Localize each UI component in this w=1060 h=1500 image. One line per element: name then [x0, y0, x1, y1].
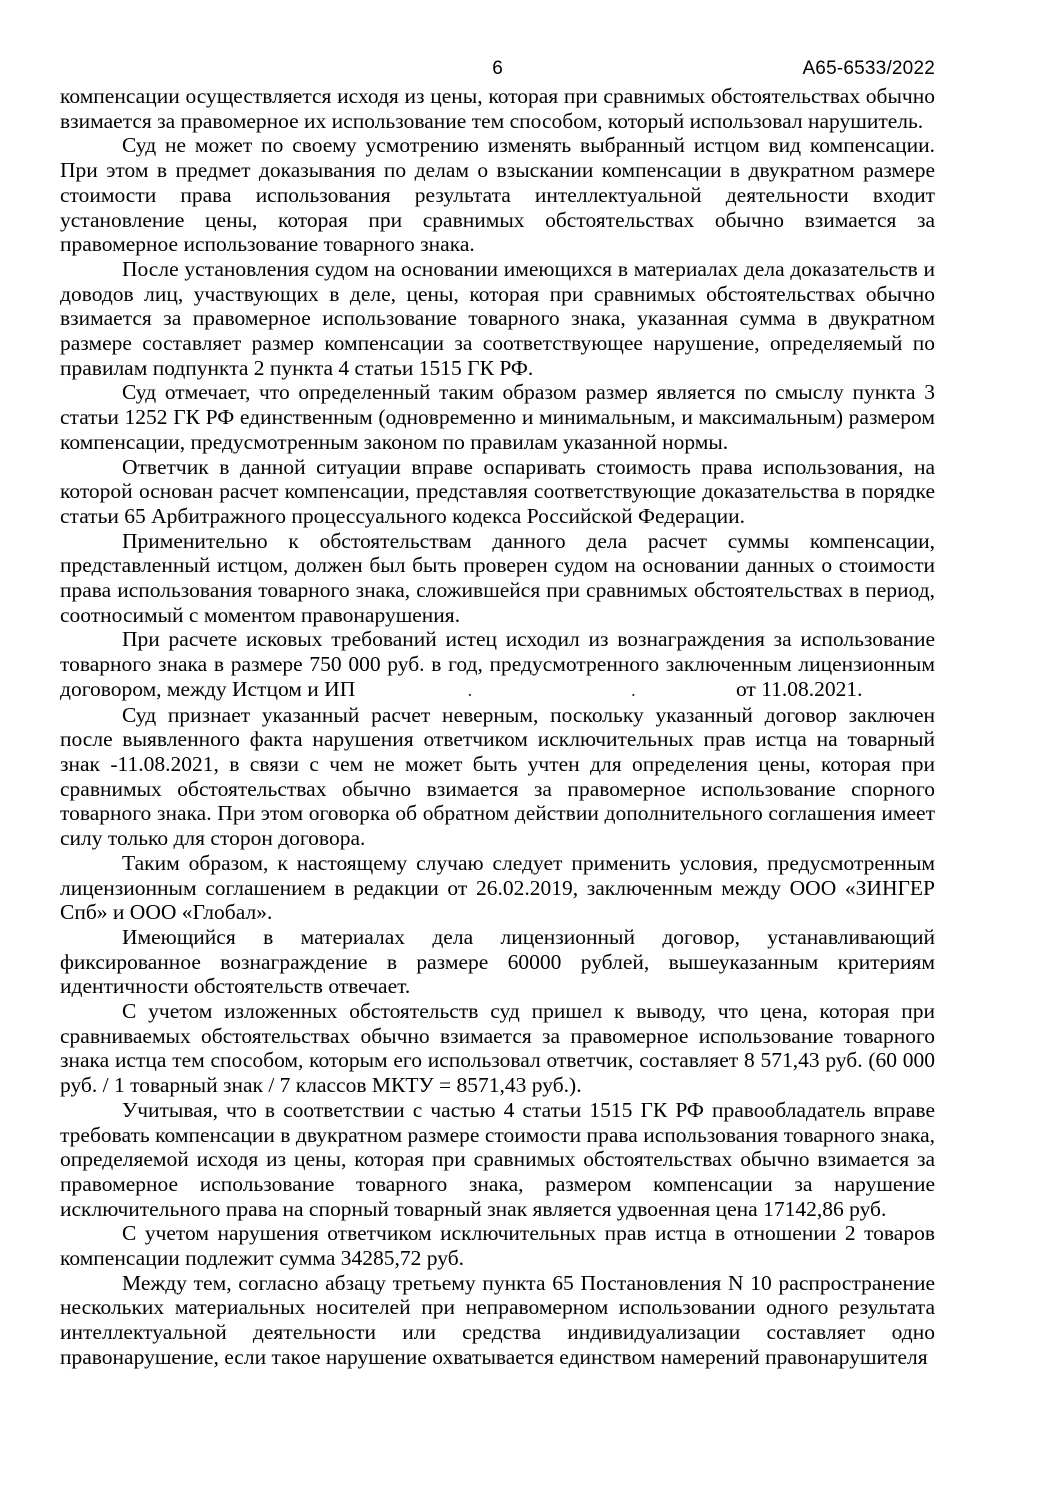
- paragraph: Между тем, согласно абзацу третьему пункта 65 Постановления N 10 распространение нескольких материальных носителей при неправомерном использовании одного результата интеллектуальной деятельности или средства индивидуализации составляет одно правонарушение, если такое нарушение охватывается единством намерений правонарушителя: [60, 1270, 935, 1369]
- paragraph: С учетом нарушения ответчиком исключительных прав истца в отношении 2 товаров компенсации подлежит сумма 34285,72 руб.: [60, 1221, 935, 1271]
- paragraph: С учетом изложенных обстоятельств суд пришел к выводу, что цена, которая при сравниваемых обстоятельствах обычно взимается за правомерное использование товарного знака истца тем способом, которым его использовал ответчик, составляет 8 571,43 руб. (60 000 руб. / 1 товарный знак / 7 классов МКТУ = 8571,43 руб.).: [60, 999, 935, 1098]
- case-number: А65-6533/2022: [802, 58, 935, 79]
- redaction-mark: .: [467, 679, 473, 700]
- paragraph: Имеющийся в материалах дела лицензионный договор, устанавливающий фиксированное вознаграждение в размере 60000 рублей, вышеуказанным критериям идентичности обстоятельств отвечает.: [60, 924, 935, 999]
- paragraph: Суд признает указанный расчет неверным, поскольку указанный договор заключен после выявленного факта нарушения ответчиком исключительных прав истца на товарный знак -11.08.2021, в связи с чем не может быть учтен для определения цены, которая при сравнимых обстоятельствах обычно взимается за правомерное использование спорного товарного знака. При этом оговорка об обратном действии дополнительного соглашения имеет силу только для сторон договора.: [60, 702, 935, 851]
- paragraph-with-redaction: При расчете исковых требований истец исходил из вознаграждения за использование товарного знака в размере 750 000 руб. в год, предусмотренного заключенным лицензионным договором, между Истцом и ИП . . от 11.08.2021.: [60, 627, 935, 701]
- paragraph: компенсации осуществляется исходя из цены, которая при сравнимых обстоятельствах обычно взимается за правомерное их использование тем способом, который использовал нарушитель.: [60, 84, 935, 133]
- redaction-mark: .: [631, 679, 636, 700]
- paragraph: Учитывая, что в соответствии с частью 4 статьи 1515 ГК РФ правообладатель вправе требовать компенсации в двукратном размере стоимости права использования товарного знака, определяемой исходя из цены, которая при сравнимых обстоятельствах обычно взимается за правомерное использование товарного знака, размером компенсации за нарушение исключительного права на спорный товарный знак является удвоенная цена 17142,86 руб.: [60, 1097, 935, 1221]
- paragraph: Ответчик в данной ситуации вправе оспаривать стоимость права использования, на которой основан расчет компенсации, представляя соответствующие доказательства в порядке статьи 65 Арбитражного процессуального кодекса Российской Федерации.: [60, 454, 935, 528]
- paragraph: После установления судом на основании имеющихся в материалах дела доказательств и доводов лиц, участвующих в деле, цены, которая при сравнимых обстоятельствах обычно взимается за правомерное использование товарного знака, указанная сумма в двукратном размере составляет размер компенсации за соответствующее нарушение, определяемый по правилам подпункта 2 пункта 4 статьи 1515 ГК РФ.: [60, 256, 935, 380]
- page-number: 6: [492, 58, 503, 79]
- document-body: [60, 84, 935, 1370]
- redacted-name-gap: [361, 678, 731, 703]
- paragraph: Суд не может по своему усмотрению изменять выбранный истцом вид компенсации. При этом в предмет доказывания по делам о взыскании компенсации в двукратном размере стоимости права использования результата интеллектуальной деятельности входит установление цены, которая при сравнимых обстоятельствах обычно взимается за правомерное использование товарного знака.: [60, 133, 935, 257]
- page-header: [60, 57, 935, 81]
- paragraph: Таким образом, к настоящему случаю следует применить условия, предусмотренным лицензионным соглашением в редакции от 26.02.2019, заключенным между ООО «ЗИНГЕР Спб» и ООО «Глобал».: [60, 850, 935, 925]
- paragraph: Суд отмечает, что определенный таким образом размер является по смыслу пункта 3 статьи 1252 ГК РФ единственным (одновременно и минимальным, и максимальным) размером компенсации, предусмотренным законом по правилам указанной нормы.: [60, 380, 935, 454]
- paragraph: Применительно к обстоятельствам данного дела расчет суммы компенсации, представленный истцом, должен был быть проверен судом на основании данных о стоимости права использования товарного знака, сложившейся при сравнимых обстоятельствах в период, соотносимый с моментом правонарушения.: [60, 528, 935, 627]
